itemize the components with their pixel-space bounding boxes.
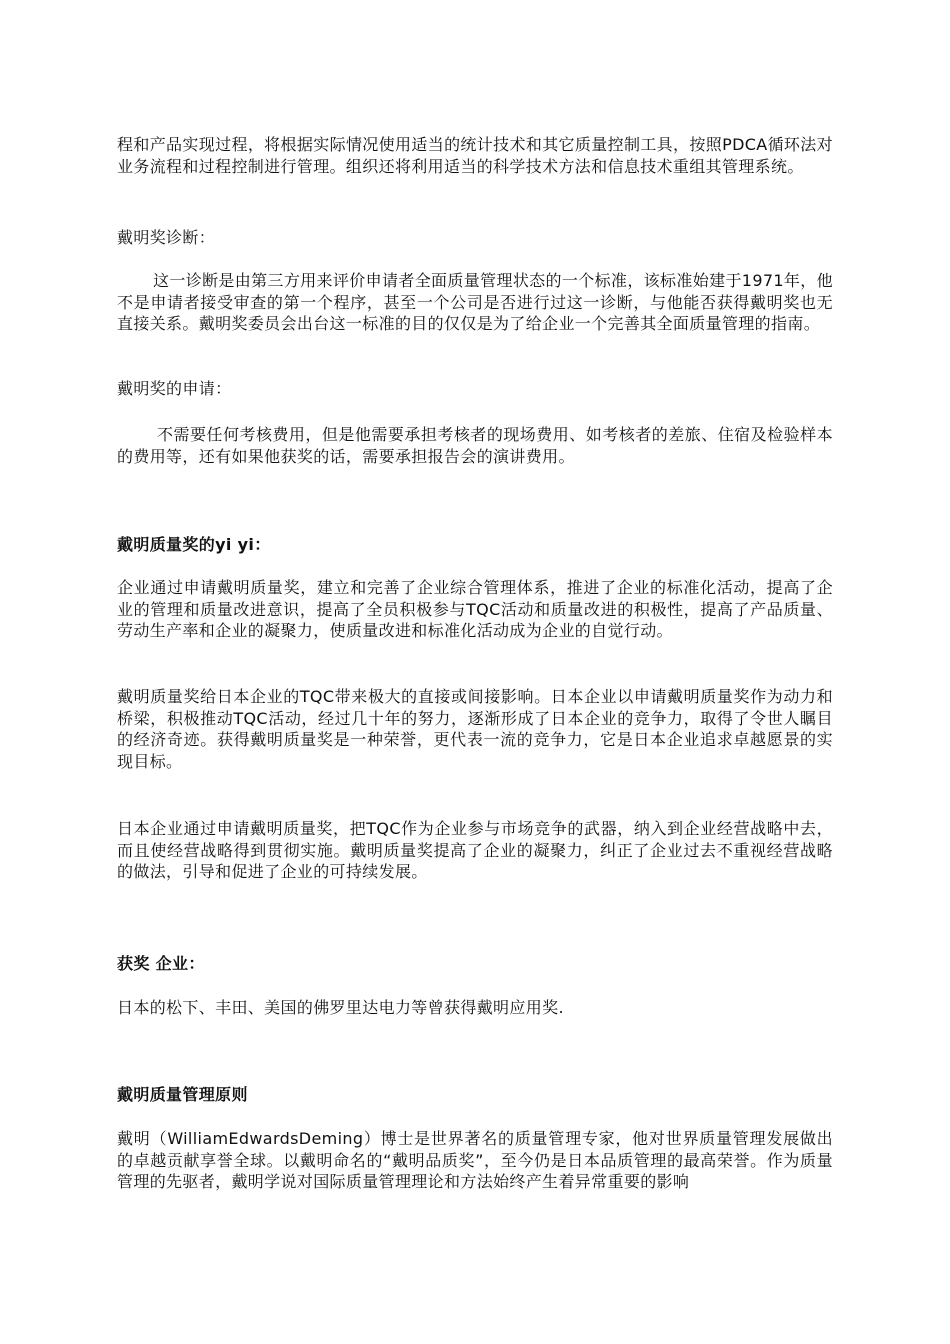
principles-heading: 戴明质量管理原则 xyxy=(117,1085,248,1104)
significance-paragraph-1: 企业通过申请戴明质量奖，建立和完善了企业综合管理体系，推进了企业的标准化活动，提高了企业的管理和质量改进意识，提高了全员积极参与TQC活动和质量改进的积极性，提高了产品质量、劳动生产率和企业的凝聚力，使质量改进和标准化活动成为企业的自觉行动。 xyxy=(117,578,833,640)
principles-body: 戴明（WilliamEdwardsDeming）博士是世界著名的质量管理专家，他对世界质量管理发展做出的卓越贡献享誉全球。以戴明命名的“戴明品质奖”，至今仍是日本品质管理的最高荣誉。作为质量管理的先驱者，戴明学说对国际质量管理理论和方法始终产生着异常重要的影响 xyxy=(117,1129,833,1191)
application-body: 不需要任何考核费用，但是他需要承担考核者的现场费用、如考核者的差旅、住宿及检验样本的费用等，还有如果他获奖的话，需要承担报告会的演讲费用。 xyxy=(117,425,833,466)
application-label: 戴明奖的申请： xyxy=(117,379,232,398)
significance-paragraph-2: 戴明质量奖给日本企业的TQC带来极大的直接或间接影响。日本企业以申请戴明质量奖作为动力和桥梁，积极推动TQC活动，经过几十年的努力，逐渐形成了日本企业的竞争力，取得了令世人瞩目的经济奇迹。获得戴明质量奖是一种荣誉，更代表一流的竞争力，它是日本企业追求卓越愿景的实现目标。 xyxy=(117,687,833,771)
diagnosis-label: 戴明奖诊断： xyxy=(117,228,216,247)
diagnosis-body: 这一诊断是由第三方用来评价申请者全面质量管理状态的一个标准，该标准始建于1971年，他不是申请者接受审查的第一个程序，甚至一个公司是否进行过这一诊断，与他能否获得戴明奖也无直接关系。戴明奖委员会出台这一标准的目的仅仅是为了给企业一个完善其全面质量管理的指南。 xyxy=(117,271,833,333)
intro-paragraph: 程和产品实现过程，将根据实际情况使用适当的统计技术和其它质量控制工具，按照PDCA循环法对业务流程和过程控制进行管理。组织还将利用适当的科学技术方法和信息技术重组其管理系统。 xyxy=(117,135,833,176)
winners-heading: 获奖 企业： xyxy=(117,954,205,973)
significance-heading: 戴明质量奖的yi yi： xyxy=(117,535,271,554)
winners-body: 日本的松下、丰田、美国的佛罗里达电力等曾获得戴明应用奖. xyxy=(117,998,564,1017)
significance-paragraph-3: 日本企业通过申请戴明质量奖，把TQC作为企业参与市场竞争的武器，纳入到企业经营战略中去，而且使经营战略得到贯彻实施。戴明质量奖提高了企业的凝聚力，纠正了企业过去不重视经营战略的做法，引导和促进了企业的可持续发展。 xyxy=(117,819,833,881)
